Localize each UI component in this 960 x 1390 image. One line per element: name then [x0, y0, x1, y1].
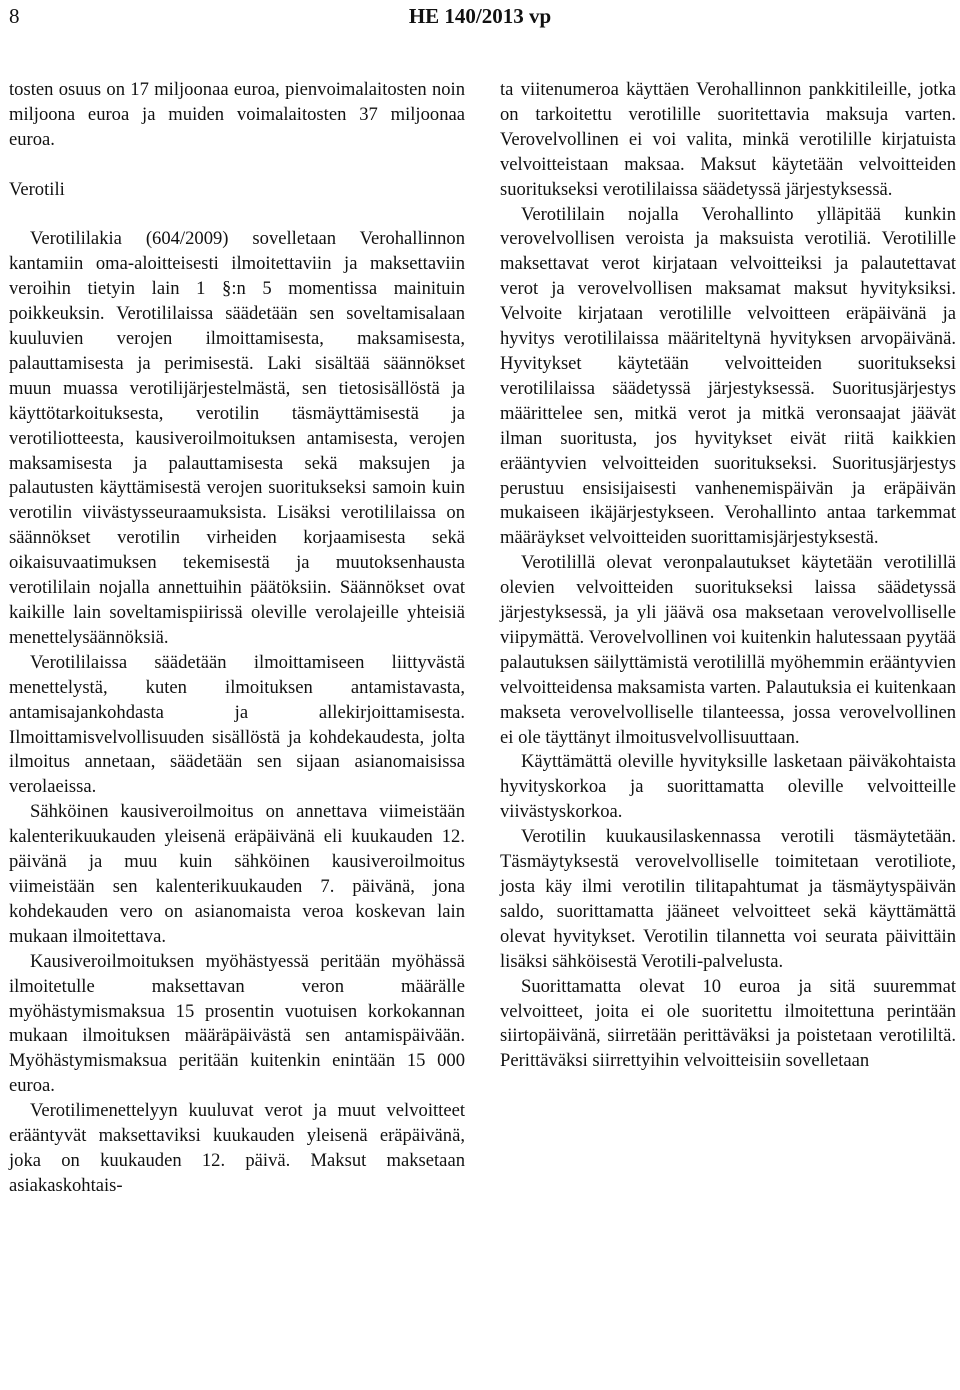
document-id: HE 140/2013 vp — [408, 4, 552, 28]
paragraph: Verotililakia (604/2009) sovelletaan Verohallinnon kantamiin oma-aloitteisesti ilmoitettaviin ja maksettaviin veroihin tietyin lain 1 §:n 5 momentissa mainituin poikkeuksin. Verotililaissa säädetään sen soveltamisalaan kuuluvien verojen ilmoittamisesta, maksamisesta, palauttamisesta ja perimisestä. Laki sisältää säännökset muun muassa verotilijärjestelmästä, sen tietosisällöstä ja käyttötarkoituksesta, verotilin täsmäyttämisestä ja verotiliotteesta, kausiveroilmoituksen antamisesta, verojen maksamisesta ja palauttamisesta sekä maksujen ja palautusten käyttämisestä verojen suoritukseksi samoin kuin verotilin viivästysseuraamuksista. Lisäksi verotililaissa on säännökset verotilin virheiden korjaamisesta sekä oikaisuvaatimuksen tekemisestä ja muutoksenhausta verotililain nojalla annettuihin päätöksiin. Säännökset ovat kaikille lain soveltamispiirissä oleville verolajeille yhteisiä menettelysäännöksiä. — [9, 228, 465, 648]
paragraph: Verotilillä olevat veronpalautukset käytetään verotilillä olevien velvoitteiden suoritukseksi laissa säädetyssä järjestyksessä, ja yli jäävä osa maksetaan verovelvolliselle viipymättä. Verovelvollinen voi kuitenkin halutessaan pyytää palautuksen säilyttämistä verotilillä myöhemmin erääntyvien velvoitteidensa maksamista varten. Palautuksia ei kuitenkaan makseta verovelvolliselle tilanteessa, jossa verovelvollinen ei ole täyttänyt ilmoitusvelvollisuuttaan. — [500, 552, 956, 748]
paragraph: Kausiveroilmoituksen myöhästyessä peritään myöhässä ilmoitetulle maksettavan veron määrälle myöhästymismaksua 15 prosentin vuotuisen korkokannan mukaan ilmoituksen määräpäivästä sen antamispäivään. Myöhästymismaksua peritään kuitenkin enintään 15 000 euroa. — [9, 950, 465, 1097]
paragraph: Käyttämättä oleville hyvityksille lasketaan päiväkohtaista hyvityskorkoa ja suorittamatta oleville velvoitteille viivästyskorkoa. — [500, 751, 956, 823]
section-heading: Verotili — [9, 178, 65, 200]
paragraph: Suorittamatta olevat 10 euroa ja sitä suuremmat velvoitteet, joita ei ole suoritettu ilmoitettuna perintään siirtopäivänä, siirretään perittäväksi ja poistetaan verotililtä. Perittäväksi siirrettyihin velvoitteisiin sovelletaan — [500, 975, 956, 1072]
page-header — [0, 2, 960, 34]
paragraph: Verotilin kuukausilaskennassa verotili täsmäytetään. Täsmäytyksestä verovelvolliselle toimitetaan verotiliote, josta käy ilmi verotilin tilitapahtumat ja täsmäytyspäivän saldo, suorittamatta jääneet velvoitteet sekä käyttämättä olevat hyvitykset. Verotilin tilannetta voi seurata päivittäin lisäksi sähköisestä Verotili-palvelusta. — [500, 826, 956, 972]
paragraph: Verotililain nojalla Verohallinto ylläpitää kunkin verovelvollisen veroista ja maksuista verotiliä. Verotilille maksettavat verot kirjataan velvoitteiksi ja palautettavat verot ja verovelvollisen maksamat maksut hyvityksiksi. Velvoite kirjataan verotilille velvoitteen eräpäivänä ja hyvitys verotililaissa määriteltynä hyvityksen arvopäivänä. Hyvitykset käytetään velvoitteiden suoritukseksi verotililaissa säädetyssä järjestyksessä. Suoritusjärjestys määrittelee sen, mitkä verot ja mitkä veronsaajat jäävät ilman suoritusta, jos hyvitykset eivät riitä kaikkien erääntyvien velvoitteiden suoritukseksi. Suoritusjärjestys perustuu ensisijaisesti vanhenemispäivän ja eräpäivän mukaiseen ikäjärjestykseen. Verohallinto antaa tarkemmat määräykset velvoitteiden suorittamisjärjestyksestä. — [500, 203, 956, 549]
paragraph: ta viitenumeroa käyttäen Verohallinnon pankkitileille, jotka on tarkoitettu verotilille suoritettavia maksuja varten. Verovelvollinen ei voi valita, minkä verotilille kirjatuista velvoitteistaan maksaa. Maksut käytetään velvoitteiden suoritukseksi verotililaissa säädetyssä järjestyksessä. — [500, 79, 956, 200]
paragraph: tosten osuus on 17 miljoonaa euroa, pienvoimalaitosten noin miljoona euroa ja muiden voimalaitosten 37 miljoonaa euroa. — [9, 79, 465, 150]
right-column — [500, 78, 956, 1074]
left-column — [9, 78, 465, 1199]
paragraph: Verotilimenettelyyn kuuluvat verot ja muut velvoitteet erääntyvät maksettaviksi kuukauden yleisenä eräpäivänä, joka on kuukauden 12. päivä. Maksut maksetaan asiakaskohtais- — [9, 1100, 465, 1196]
paragraph: Verotililaissa säädetään ilmoittamiseen liittyvästä menettelystä, kuten ilmoituksen antamistavasta, antamisajankohdasta ja allekirjoittamisesta. Ilmoittamisvelvollisuuden sisällöstä ja kohdekaudesta, jolta ilmoitus annetaan, säädetään sen sijaan asianomaisissa verolaeissa. — [9, 651, 465, 798]
page-number: 8 — [9, 4, 20, 28]
paragraph: Sähköinen kausiveroilmoitus on annettava viimeistään kalenterikuukauden yleisenä eräpäivänä eli kuukauden 12. päivänä ja muu kuin sähköinen kausiveroilmoitus viimeistään sen kalenterikuukauden 7. päivänä, jona kohdekauden vero on asianomaista veroa koskevan lain mukaan ilmoitettava. — [9, 801, 465, 947]
